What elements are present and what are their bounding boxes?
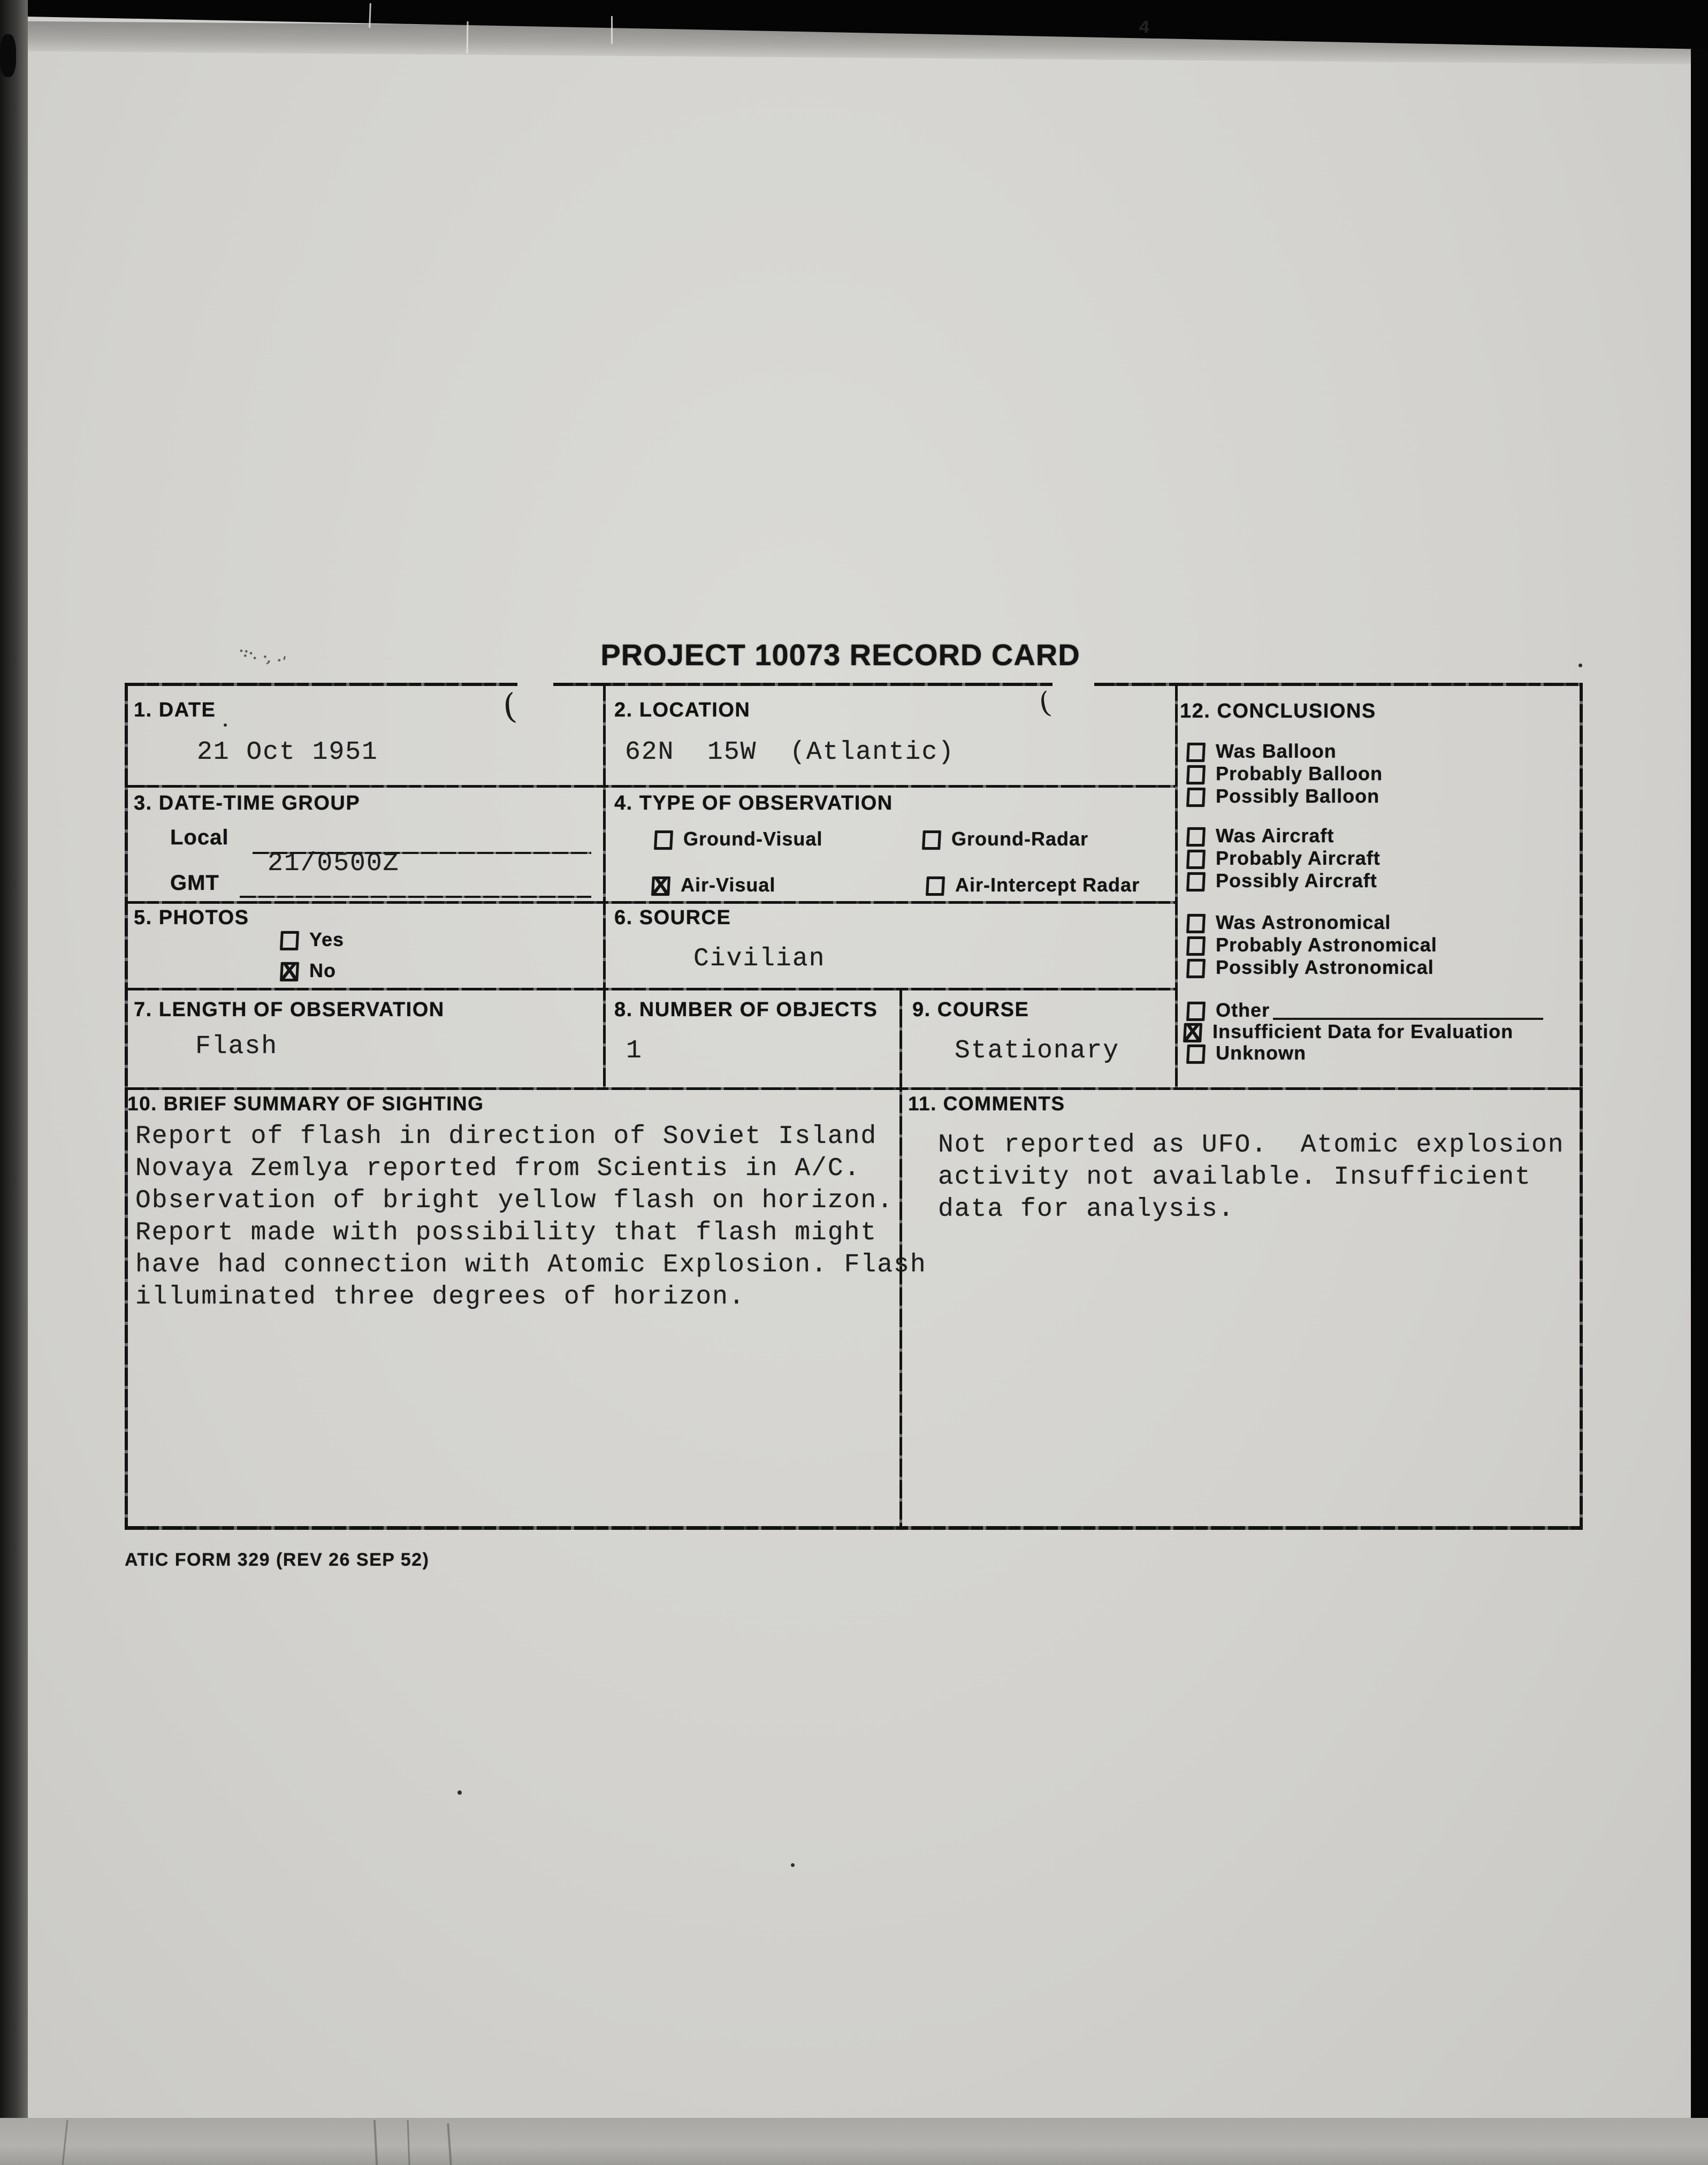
scan-artifact [791,1863,795,1867]
summary-line: illuminated three degrees of horizon. [135,1283,745,1312]
scan-artifact [224,723,227,727]
checkbox-icon [1186,850,1206,869]
comments-line: Not reported as UFO. Atomic explosion [938,1131,1565,1160]
checkbox-icon [280,962,299,981]
comments-line: data for analysis. [938,1195,1235,1224]
checkbox-label: Possibly Aircraft [1216,870,1377,891]
checkbox-air-intercept-radar [926,876,1140,896]
checkbox-possibly-aircraft [1187,872,1377,891]
checkbox-label: Probably Balloon [1216,763,1383,784]
checkbox-icon [1186,1002,1206,1021]
checkbox-label: Air-Visual [681,874,776,896]
checkbox-photos-no [280,959,336,981]
checkbox-label: Ground-Visual [683,828,823,850]
scan-artifact [0,34,16,77]
dtg-gmt-label: GMT [170,871,219,895]
field-location-label: 2. LOCATION [614,699,751,721]
checkbox-label: Probably Astronomical [1216,934,1437,956]
checkbox-probably-balloon [1187,765,1383,784]
checkbox-label: No [309,959,336,981]
checkbox-unknown [1187,1042,1306,1064]
checkbox-icon [926,876,945,896]
field-length-value: Flash [195,1032,278,1061]
card-border-top [1094,683,1583,686]
checkbox-icon [1186,872,1206,891]
rule-row3 [125,988,1175,990]
field-type-label: 4. TYPE OF OBSERVATION [614,792,893,814]
field-number-value: 1 [626,1036,643,1065]
field-course-value: Stationary [955,1036,1120,1065]
checkbox-icon [1186,936,1206,956]
checkbox-possibly-astronomical [1187,956,1434,978]
summary-line: Novaya Zemlya reported from Scientis in A/C. [135,1154,861,1183]
form-number: ATIC FORM 329 (REV 26 SEP 52) [125,1550,430,1570]
checkbox-other [1187,999,1543,1021]
scan-artifact [611,16,613,44]
checkbox-icon [922,830,941,850]
checkbox-icon [1186,743,1206,762]
pen-mark: ( [1036,685,1054,721]
field-course-label: 9. COURSE [912,998,1030,1021]
field-source-label: 6. SOURCE [614,906,731,929]
checkbox-probably-aircraft [1187,847,1381,869]
checkbox-icon [1186,1045,1206,1064]
field-number-label: 8. NUMBER OF OBJECTS [614,998,878,1021]
checkbox-insufficient-data [1184,1020,1514,1042]
checkbox-icon [1186,788,1206,807]
dtg-gmt-blank-line [240,896,591,898]
checkbox-icon [280,931,299,950]
checkbox-label: Was Balloon [1216,740,1337,762]
checkbox-probably-astronomical [1187,936,1437,956]
checkbox-label: Other [1216,999,1270,1021]
rule-row4 [125,1087,1583,1090]
checkbox-icon [1186,914,1206,933]
dtg-local-label: Local [170,826,229,849]
checkbox-label: Yes [309,928,345,950]
checkbox-air-visual [652,876,775,896]
field-length-label: 7. LENGTH OF OBSERVATION [134,998,445,1021]
scan-bottom-band [0,2118,1708,2165]
pencil-smudge: ·:·. ·, ·' [237,643,288,670]
summary-line: Report made with possibility that flash might [135,1218,878,1247]
card-border-bottom [125,1526,1583,1530]
scan-artifact [458,1790,462,1795]
rule-row2 [125,901,1175,904]
card-border-right [1580,683,1583,1530]
pen-mark: ( [501,686,518,728]
checkbox-icon [651,876,670,896]
checkbox-icon [1186,959,1206,978]
checkbox-icon [1186,827,1206,847]
field-comments-label: 11. COMMENTS [908,1093,1065,1115]
checkbox-label: Ground-Radar [951,828,1089,850]
summary-line: Observation of bright yellow flash on horizon. [135,1186,894,1215]
checkbox-label: Unknown [1216,1042,1306,1064]
page-title: PROJECT 10073 RECORD CARD [600,638,1080,672]
other-blank-line [1273,1002,1543,1020]
checkbox-label: Probably Aircraft [1216,847,1381,869]
paper-sheet [27,14,1691,2121]
checkbox-possibly-balloon [1187,785,1380,807]
field-date-label: 1. DATE [134,699,216,721]
checkbox-label: Was Astronomical [1216,911,1391,933]
checkbox-icon [1186,765,1206,784]
checkbox-was-astronomical [1187,911,1391,933]
checkbox-label: Possibly Astronomical [1216,956,1434,978]
rule-col-1 [603,683,606,1087]
checkbox-ground-radar [922,830,1088,850]
checkbox-label: Was Aircraft [1216,825,1335,847]
summary-line: have had connection with Atomic Explosion. Flash [135,1251,927,1279]
checkbox-was-balloon [1187,740,1337,762]
checkbox-icon [654,830,673,850]
checkbox-icon [1183,1023,1202,1042]
checkbox-label: Air-Intercept Radar [955,874,1140,896]
checkbox-photos-yes [280,928,345,950]
field-photos-label: 5. PHOTOS [134,906,249,929]
card-border-top [125,683,517,686]
field-date-value: 21 Oct 1951 [197,738,378,767]
scan-left-edge [0,0,28,2165]
rule-row1 [125,785,1175,788]
comments-line: activity not available. Insufficient [938,1163,1531,1192]
field-dtg-label: 3. DATE-TIME GROUP [134,792,361,814]
checkbox-label: Insufficient Data for Evaluation [1213,1020,1514,1042]
scan-artifact [1579,664,1582,667]
checkbox-label: Possibly Balloon [1216,785,1380,807]
summary-line: Report of flash in direction of Soviet Island [135,1122,878,1151]
field-location-value: 62N 15W (Atlantic) [625,738,955,767]
card-border-top [553,683,1053,686]
rule-col-3 [1175,683,1178,1087]
field-summary-label: 10. BRIEF SUMMARY OF SIGHTING [127,1093,484,1115]
checkbox-was-aircraft [1187,827,1334,847]
page-corner-mark: 4 [1138,18,1150,39]
field-conclusions-label: 12. CONCLUSIONS [1180,700,1376,722]
checkbox-ground-visual [654,830,822,850]
dtg-gmt-value: 21/0500Z [268,849,400,878]
field-source-value: Civilian [693,944,826,973]
